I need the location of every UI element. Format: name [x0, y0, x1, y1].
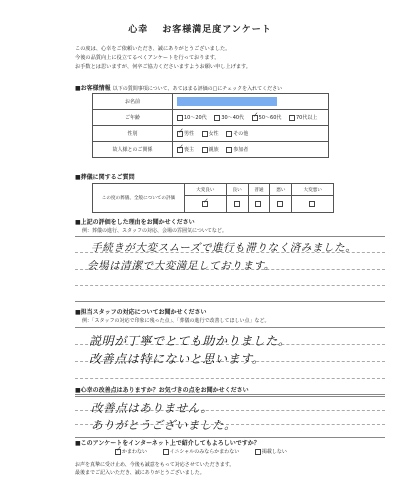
- rating-checkbox-2[interactable]: [255, 201, 261, 207]
- intro-line: この度は、心幸をご依頼いただき、誠にありがとうございました。: [75, 46, 231, 52]
- gender-label: 性別: [93, 126, 173, 142]
- publish-options: ✓かまわない イニシャルのみならかまわない 掲載しない: [115, 448, 293, 455]
- brand-name: 心幸: [128, 25, 149, 35]
- rating-question: この度の葬儀、全般についての評価: [93, 184, 185, 213]
- relation-checkbox-1[interactable]: [202, 147, 208, 153]
- footer-line: お声を真摯に受け止め、今後も誠意をもって対応させていただきます。: [75, 462, 235, 468]
- gender-options: ✓ 男性 女性 その他: [173, 126, 329, 142]
- relation-checkbox-2[interactable]: [226, 147, 232, 153]
- age-options: 10～20代 30～40代 ✓ 50～60代 70代以上: [173, 110, 329, 126]
- age-checkbox-0[interactable]: [177, 115, 183, 121]
- reason-heading: ■上記の評価をした理由をお聞かせください: [75, 219, 195, 226]
- rating-scale-4: 大変悪い: [292, 184, 334, 196]
- age-checkbox-1[interactable]: [214, 115, 220, 121]
- publish-checkbox-1[interactable]: [163, 449, 169, 455]
- info-subheading: 以下の質問事項について、あてはまる評価の□にチェックを入れてください: [112, 86, 283, 92]
- footer-line: 最後までご記入いただき、誠にありがとうございました。: [75, 470, 205, 476]
- gender-checkbox-2[interactable]: [226, 131, 232, 137]
- customer-info-table: [92, 93, 329, 158]
- improve-handwriting-1: 改善点はありません。: [91, 401, 213, 415]
- rating-table: [92, 183, 334, 213]
- rating-cell-0: [185, 196, 227, 213]
- publish-checkbox-2[interactable]: [255, 449, 261, 455]
- staff-heading: ■担当スタッフの対応についてお聞かせください: [75, 309, 207, 316]
- rating-checkbox-4[interactable]: [309, 201, 315, 207]
- publish-heading: ■このアンケートをインターネット上で紹介してもよろしいですか？: [75, 440, 260, 447]
- rating-cell-1: [226, 196, 248, 213]
- rating-checkbox-0[interactable]: [202, 201, 208, 207]
- info-heading: ■お客様情報 以下の質問事項について、あてはまる評価の□にチェックを入れてください: [75, 85, 283, 92]
- rating-checkbox-3[interactable]: [277, 201, 283, 207]
- improve-heading: ■心幸の改善点はありますか？お気づきの点をお聞かせください: [75, 387, 249, 394]
- staff-handwriting-1: 説明が丁寧でとても助かりました。: [89, 334, 291, 348]
- intro-text: [75, 45, 375, 72]
- intro-line: お手数とは思いますが、何卒ご協力くださいますようお願い申し上げます。: [75, 64, 251, 70]
- reason-example: 例：葬儀の進行、スタッフの対応、会場の雰囲気についてなど。: [82, 228, 227, 234]
- rating-scale-0: 大変良い: [185, 184, 227, 196]
- relation-options: ✓ 喪主 親族 参加者: [173, 142, 329, 158]
- rating-scale-1: 良い: [226, 184, 248, 196]
- reason-answer-area[interactable]: [75, 236, 385, 302]
- intro-line: 今後の品質向上に役立てるべくアンケートを行っております。: [75, 55, 220, 61]
- footer-text: [75, 461, 385, 477]
- age-checkbox-2[interactable]: [252, 115, 258, 121]
- gender-checkbox-0[interactable]: [177, 131, 183, 137]
- publish-checkbox-0[interactable]: [115, 449, 121, 455]
- title-text: お客様満足度アンケート: [162, 25, 272, 35]
- age-label: ご年齢: [93, 110, 173, 126]
- rating-scale-3: 悪い: [270, 184, 292, 196]
- rating-scale-2: 普通: [248, 184, 270, 196]
- reason-handwriting-2: 会場は清潔で大変満足しております。: [87, 260, 275, 272]
- rating-checkbox-1[interactable]: [234, 201, 240, 207]
- relation-checkbox-0[interactable]: [177, 147, 183, 153]
- name-label: お名前: [93, 94, 173, 110]
- survey-title: [0, 22, 400, 35]
- name-field[interactable]: [173, 94, 329, 110]
- reason-handwriting-1: 手続きが大変スムーズで進行も滞りなく済みました。: [91, 242, 357, 254]
- staff-example: 例：「スタッフの対応で印象に残った点」、「葬儀の進行で改善してほしい点」など。: [82, 318, 270, 324]
- rating-cell-4: [292, 196, 334, 213]
- gender-checkbox-1[interactable]: [202, 131, 208, 137]
- relation-label: 故人様とのご関係: [93, 142, 173, 158]
- rating-cell-3: [270, 196, 292, 213]
- staff-handwriting-2: 改善点は特にないと思います。: [89, 352, 265, 366]
- rating-cell-2: [248, 196, 270, 213]
- age-checkbox-3[interactable]: [289, 115, 295, 121]
- funeral-heading: ■葬儀に関するご質問: [75, 174, 135, 181]
- improve-handwriting-2: ありがとうございました。: [91, 418, 237, 432]
- improve-answer-area[interactable]: [75, 396, 385, 438]
- name-redaction: [177, 97, 277, 106]
